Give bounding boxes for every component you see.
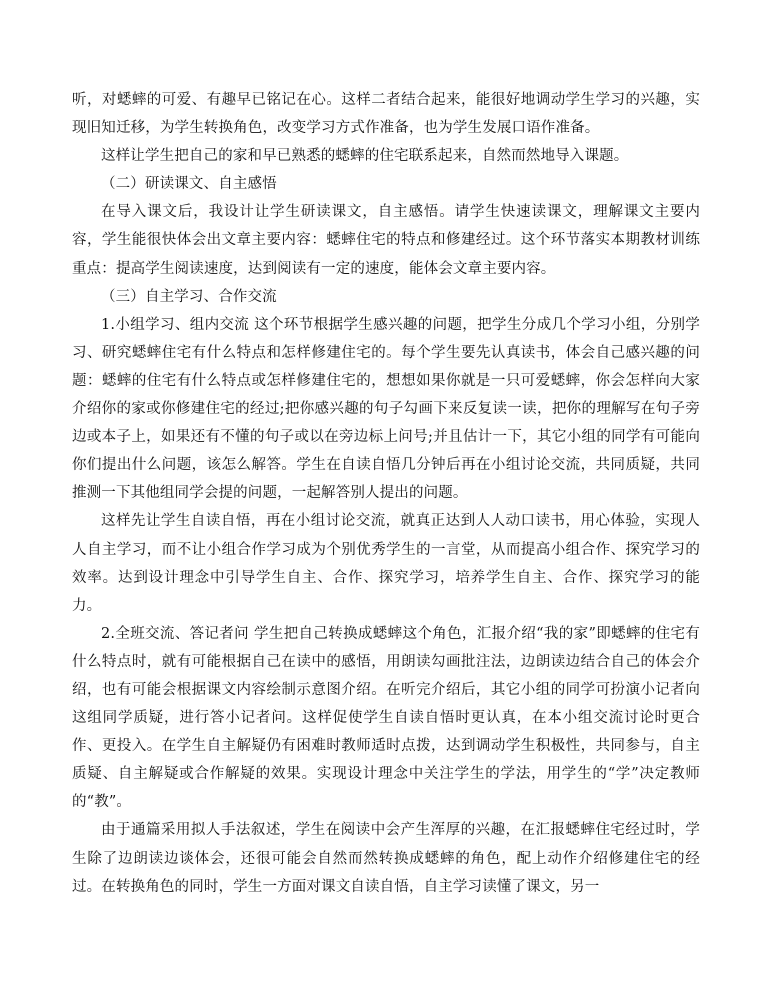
paragraph-self-study: 这样先让学生自读自悟，再在小组讨论交流，就真正达到人人动口读书，用心体验，实现人人自主学习，而不让小组合作学习成为个别优秀学生的一言堂，从而提高小组合作、探究学习的效率。达到设计理念中引导学生自主、合作、探究学习，培养学生自主、合作、探究学习的能力。 bbox=[72, 513, 700, 614]
paragraph-continuation: 听，对蟋蟀的可爱、有趣早已铭记在心。这样二者结合起来，能很好地调动学生学习的兴趣，实现旧知迁移，为学生转换角色，改变学习方式作准备，也为学生发展口语作准备。 bbox=[72, 92, 700, 137]
paragraph-role-play: 由于通篇采用拟人手法叙述，学生在阅读中会产生浑厚的兴趣，在汇报蟋蟀住宅经过时，学生除了边朗读边谈体会，还很可能会自然而然转换成蟋蟀的角色，配上动作介绍修建住宅的经过。在转换角色的同时，学生一方面对课文自读自悟，自主学习读懂了课文，另一 bbox=[72, 822, 700, 895]
section-heading-2: （二）研读课文、自主感悟 bbox=[101, 176, 277, 193]
paragraph-class-exchange: 2.全班交流、答记者问 学生把自己转换成蟋蟀这个角色，汇报介绍“我的家”即蟋蟀的住宅有什么特点时，就有可能根据自己在读中的感悟，用朗读勾画批注法，边朗读边结合自己的体会介绍，也有可能会根据课文内容绘制示意图介绍。在听完介绍后，其它小组的同学可扮演小记者向这组同学质疑，进行答小记者问。这样促使学生自读自悟时更认真，在本小组交流讨论时更合作、更投入。在学生自主解疑仍有困难时教师适时点拨，达到调动学生积极性，共同参与，自主质疑、自主解疑或合作解疑的效果。实现设计理念中关注学生的学法，用学生的“学”决定教师的“教”。 bbox=[72, 625, 700, 811]
body-text bbox=[72, 86, 700, 901]
section-heading-3: （三）自主学习、合作交流 bbox=[101, 288, 277, 305]
paragraph-reading: 在导入课文后，我设计让学生研读课文，自主感悟。请学生快速读课文，理解课文主要内容，学生能很快体会出文章主要内容：蟋蟀住宅的特点和修建经过。这个环节落实本期教材训练重点：提高学生阅读速度，达到阅读有一定的速度，能体会文章主要内容。 bbox=[72, 204, 700, 277]
paragraph-group-study: 1.小组学习、组内交流 这个环节根据学生感兴趣的问题，把学生分成几个学习小组，分别学习、研究蟋蟀住宅有什么特点和怎样修建住宅的。每个学生要先认真读书，体会自己感兴趣的问题：蟋蟀的住宅有什么特点或怎样修建住宅的，想想如果你就是一只可爱蟋蟀，你会怎样向大家介绍你的家或你修建住宅的经过;把你感兴趣的句子勾画下来反复读一读，把你的理解写在句子旁边或本子上，如果还有不懂的句子或以在旁边标上问号;并且估计一下，其它小组的同学有可能向你们提出什么问题，该怎么解答。学生在自读自悟几分钟后再在小组讨论交流，共同质疑，共同推测一下其他组同学会提的问题，一起解答别人提出的问题。 bbox=[72, 316, 700, 502]
paragraph-intro-summary: 这样让学生把自己的家和早已熟悉的蟋蟀的住宅联系起来，自然而然地导入课题。 bbox=[101, 148, 629, 165]
